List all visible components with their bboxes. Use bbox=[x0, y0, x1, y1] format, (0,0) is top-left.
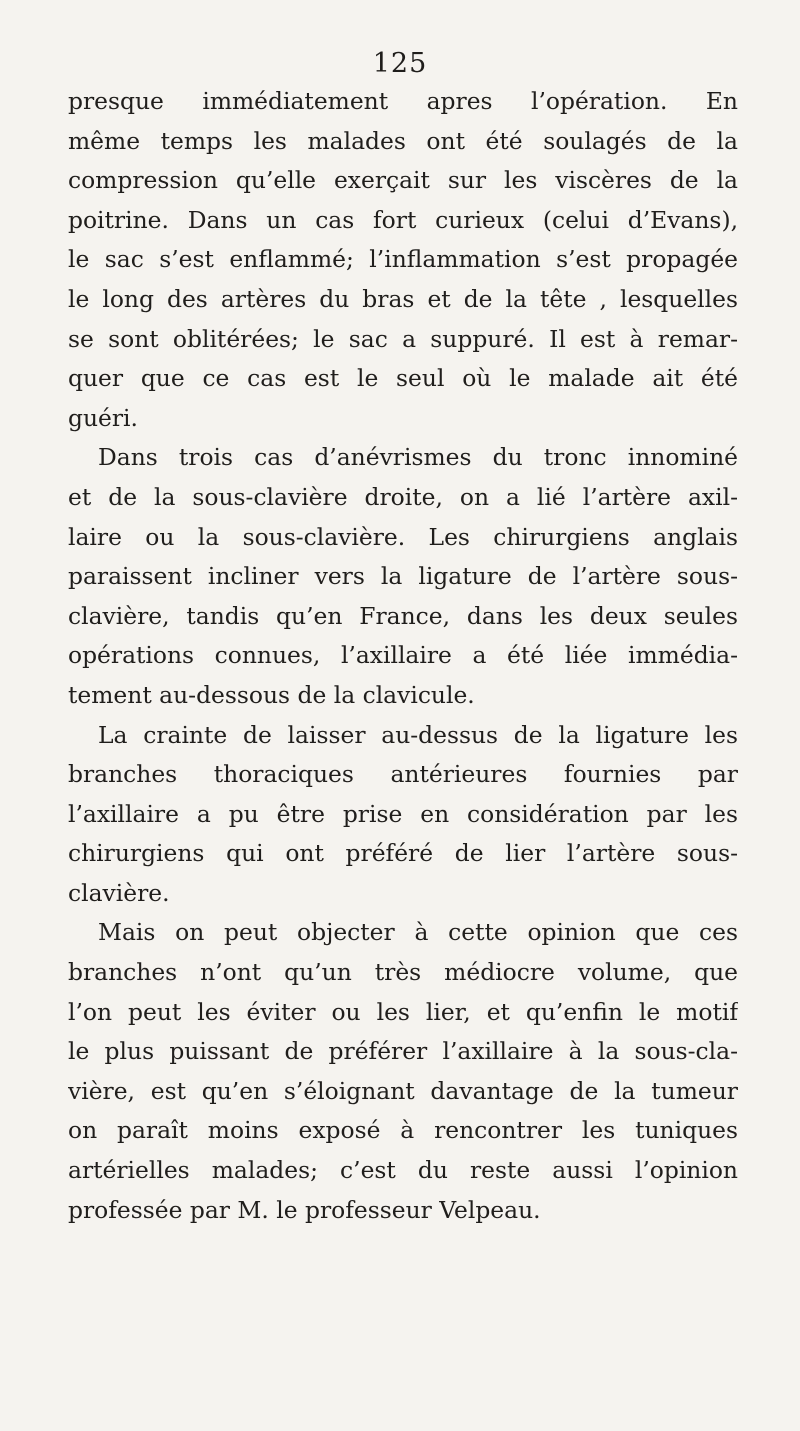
text-line: opérations connues, l’axillaire a été liée immédia- bbox=[68, 641, 738, 670]
text-line: se sont oblitérées; le sac a suppuré. Il est à remar- bbox=[68, 324, 738, 353]
text-line: artérielles malades; c’est du reste aussi l’opinion bbox=[68, 1156, 738, 1185]
text-line: guéri. bbox=[68, 403, 138, 432]
text-line: branches thoraciques antérieures fournies par bbox=[68, 760, 738, 789]
text-line: chirurgiens qui ont préféré de lier l’artère sous- bbox=[68, 839, 738, 868]
text-line: le long des artères du bras et de la tête , lesquelles bbox=[68, 284, 738, 313]
text-line: branches n’ont qu’un très médiocre volume, que bbox=[68, 958, 738, 987]
text-line: on paraît moins exposé à rencontrer les tuniques bbox=[68, 1116, 738, 1145]
text-line: le sac s’est enflammé; l’inflammation s’est propagée bbox=[68, 245, 738, 274]
text-line: vière, est qu’en s’éloignant davantage de la tumeur bbox=[68, 1076, 738, 1105]
page-number: 125 bbox=[372, 48, 428, 79]
text-line: et de la sous-clavière droite, on a lié l’artère axil- bbox=[68, 482, 738, 511]
text-line: quer que ce cas est le seul où le malade ait été bbox=[68, 364, 738, 393]
text-line: La crainte de laisser au-dessus de la ligature les bbox=[98, 720, 738, 749]
text-line: laire ou la sous-clavière. Les chirurgiens anglais bbox=[68, 522, 738, 551]
text-line: Dans trois cas d’anévrismes du tronc innominé bbox=[98, 443, 738, 472]
text-line: presque immédiatement apres l’opération. En bbox=[68, 87, 738, 115]
text-line: clavière, tandis qu’en France, dans les deux seules bbox=[68, 601, 738, 630]
text-line: paraissent incliner vers la ligature de l’artère sous- bbox=[68, 562, 738, 591]
text-line: poitrine. Dans un cas fort curieux (celui d’Evans), bbox=[68, 205, 738, 234]
text-line: le plus puissant de préférer l’axillaire à la sous-cla- bbox=[68, 1037, 738, 1066]
text-line: compression qu’elle exerçait sur les viscères de la bbox=[68, 166, 738, 195]
body-text bbox=[68, 82, 738, 1230]
text-line: l’on peut les éviter ou les lier, et qu’enfin le motif bbox=[68, 997, 738, 1026]
text-line: l’axillaire a pu être prise en considération par les bbox=[68, 799, 738, 828]
text-line: clavière. bbox=[68, 878, 170, 907]
text-line: Mais on peut objecter à cette opinion que ces bbox=[98, 918, 738, 947]
text-line: tement au-dessous de la clavicule. bbox=[68, 680, 475, 709]
text-line: même temps les malades ont été soulagés de la bbox=[68, 126, 738, 155]
text-line: professée par M. le professeur Velpeau. bbox=[68, 1195, 541, 1224]
